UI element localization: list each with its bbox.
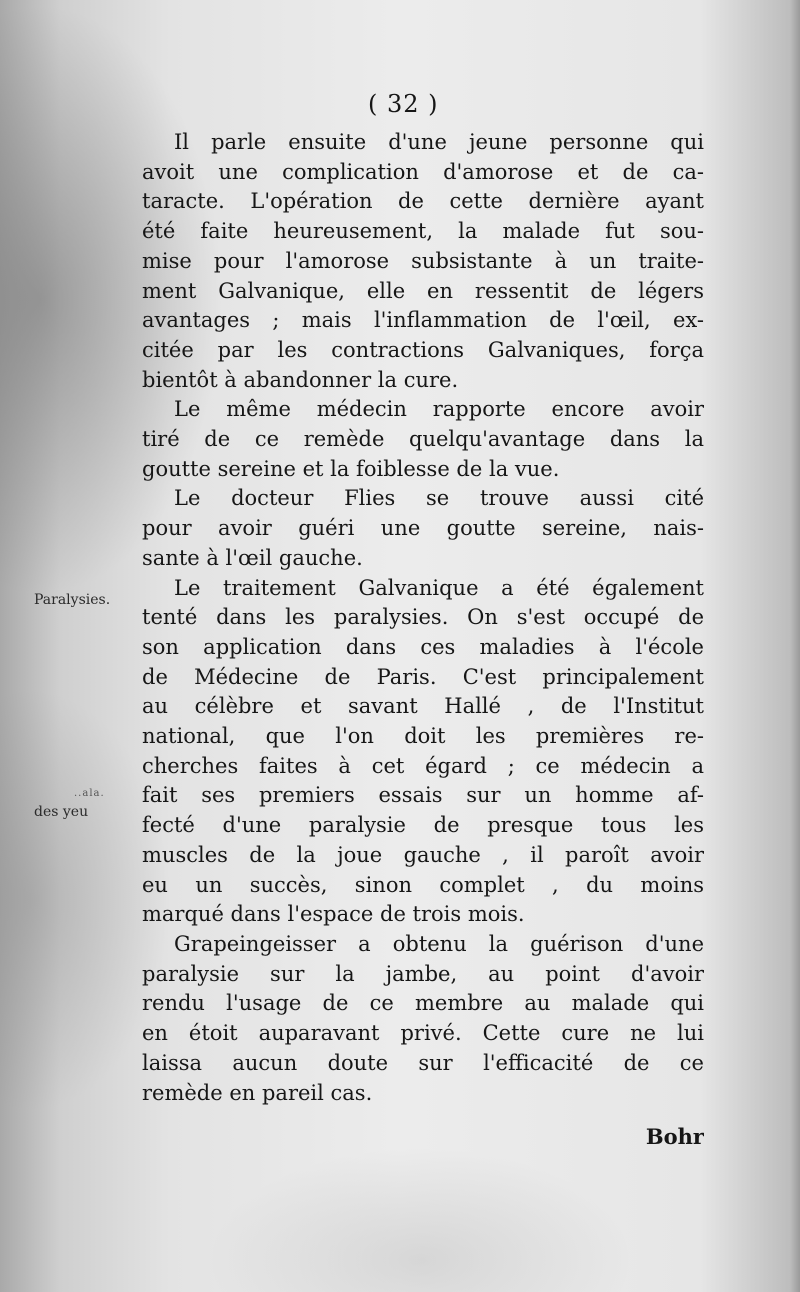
text-line: Le traitement Galvanique a été également	[174, 575, 704, 600]
text-line: taracte. L'opération de cette dernière ayant	[142, 189, 704, 214]
text-line: goutte sereine et la foiblesse de la vue.	[142, 456, 560, 481]
text-line: eu un succès, sinon complet , du moins	[142, 872, 704, 897]
text-line: mise pour l'amorose subsistante à un traite-	[142, 248, 704, 273]
text-line: bientôt à abandonner la cure.	[142, 367, 459, 392]
text-line: sante à l'œil gauche.	[142, 545, 363, 570]
page-number: ( 32 )	[368, 90, 439, 118]
text-line: au célèbre et savant Hallé , de l'Institut	[142, 694, 704, 719]
text-line: muscles de la joue gauche , il paroît avoir	[142, 842, 704, 867]
text-line: remède en pareil cas.	[142, 1080, 373, 1105]
text-line: été faite heureusement, la malade fut sou-	[142, 219, 704, 244]
text-line: fait ses premiers essais sur un homme af-	[142, 783, 704, 808]
text-line: en étoit auparavant privé. Cette cure ne lui	[142, 1021, 704, 1046]
text-line: citée par les contractions Galvaniques, força	[142, 337, 704, 362]
text-line: Le même médecin rapporte encore avoir	[174, 397, 704, 422]
text-line: Le docteur Flies se trouve aussi cité	[174, 486, 704, 511]
text-line: ment Galvanique, elle en ressentit de légers	[142, 278, 704, 303]
margin-note-paralysies: Paralysies.	[34, 592, 111, 608]
text-line: fecté d'une paralysie de presque tous les	[142, 813, 704, 838]
text-lines	[142, 128, 704, 1108]
text-line: laissa aucun doute sur l'efficacité de ce	[142, 1050, 704, 1075]
text-line: Grapeingeisser a obtenu la guérison d'une	[174, 931, 704, 956]
text-line: son application dans ces maladies à l'école	[142, 634, 704, 659]
text-line: pour avoir guéri une goutte sereine, nais-	[142, 516, 704, 541]
text-line: national, que l'on doit les premières re-	[142, 724, 704, 749]
text-line: paralysie sur la jambe, au point d'avoir	[142, 961, 704, 986]
catchword: Bohr	[645, 1124, 704, 1150]
text-line: de Médecine de Paris. C'est principalement	[142, 664, 704, 689]
body-text	[142, 128, 704, 1152]
text-line: rendu l'usage de ce membre au malade qui	[142, 991, 704, 1016]
text-line: tenté dans les paralysies. On s'est occupé de	[142, 605, 704, 630]
text-line: avoit une complication d'amorose et de ca-	[142, 159, 704, 184]
text-line: Il parle ensuite d'une jeune personne qui	[174, 130, 704, 154]
text-line: avantages ; mais l'inflammation de l'œil, ex-	[142, 308, 704, 333]
margin-note-eyes-partial: ..ala.	[74, 788, 105, 799]
text-line: tiré de ce remède quelqu'avantage dans la	[142, 427, 704, 452]
text-line: marqué dans l'espace de trois mois.	[142, 902, 525, 927]
margin-note-eyes: des yeu	[34, 804, 89, 820]
text-line: cherches faites à cet égard ; ce médecin a	[142, 753, 704, 778]
spacer	[142, 1108, 704, 1122]
